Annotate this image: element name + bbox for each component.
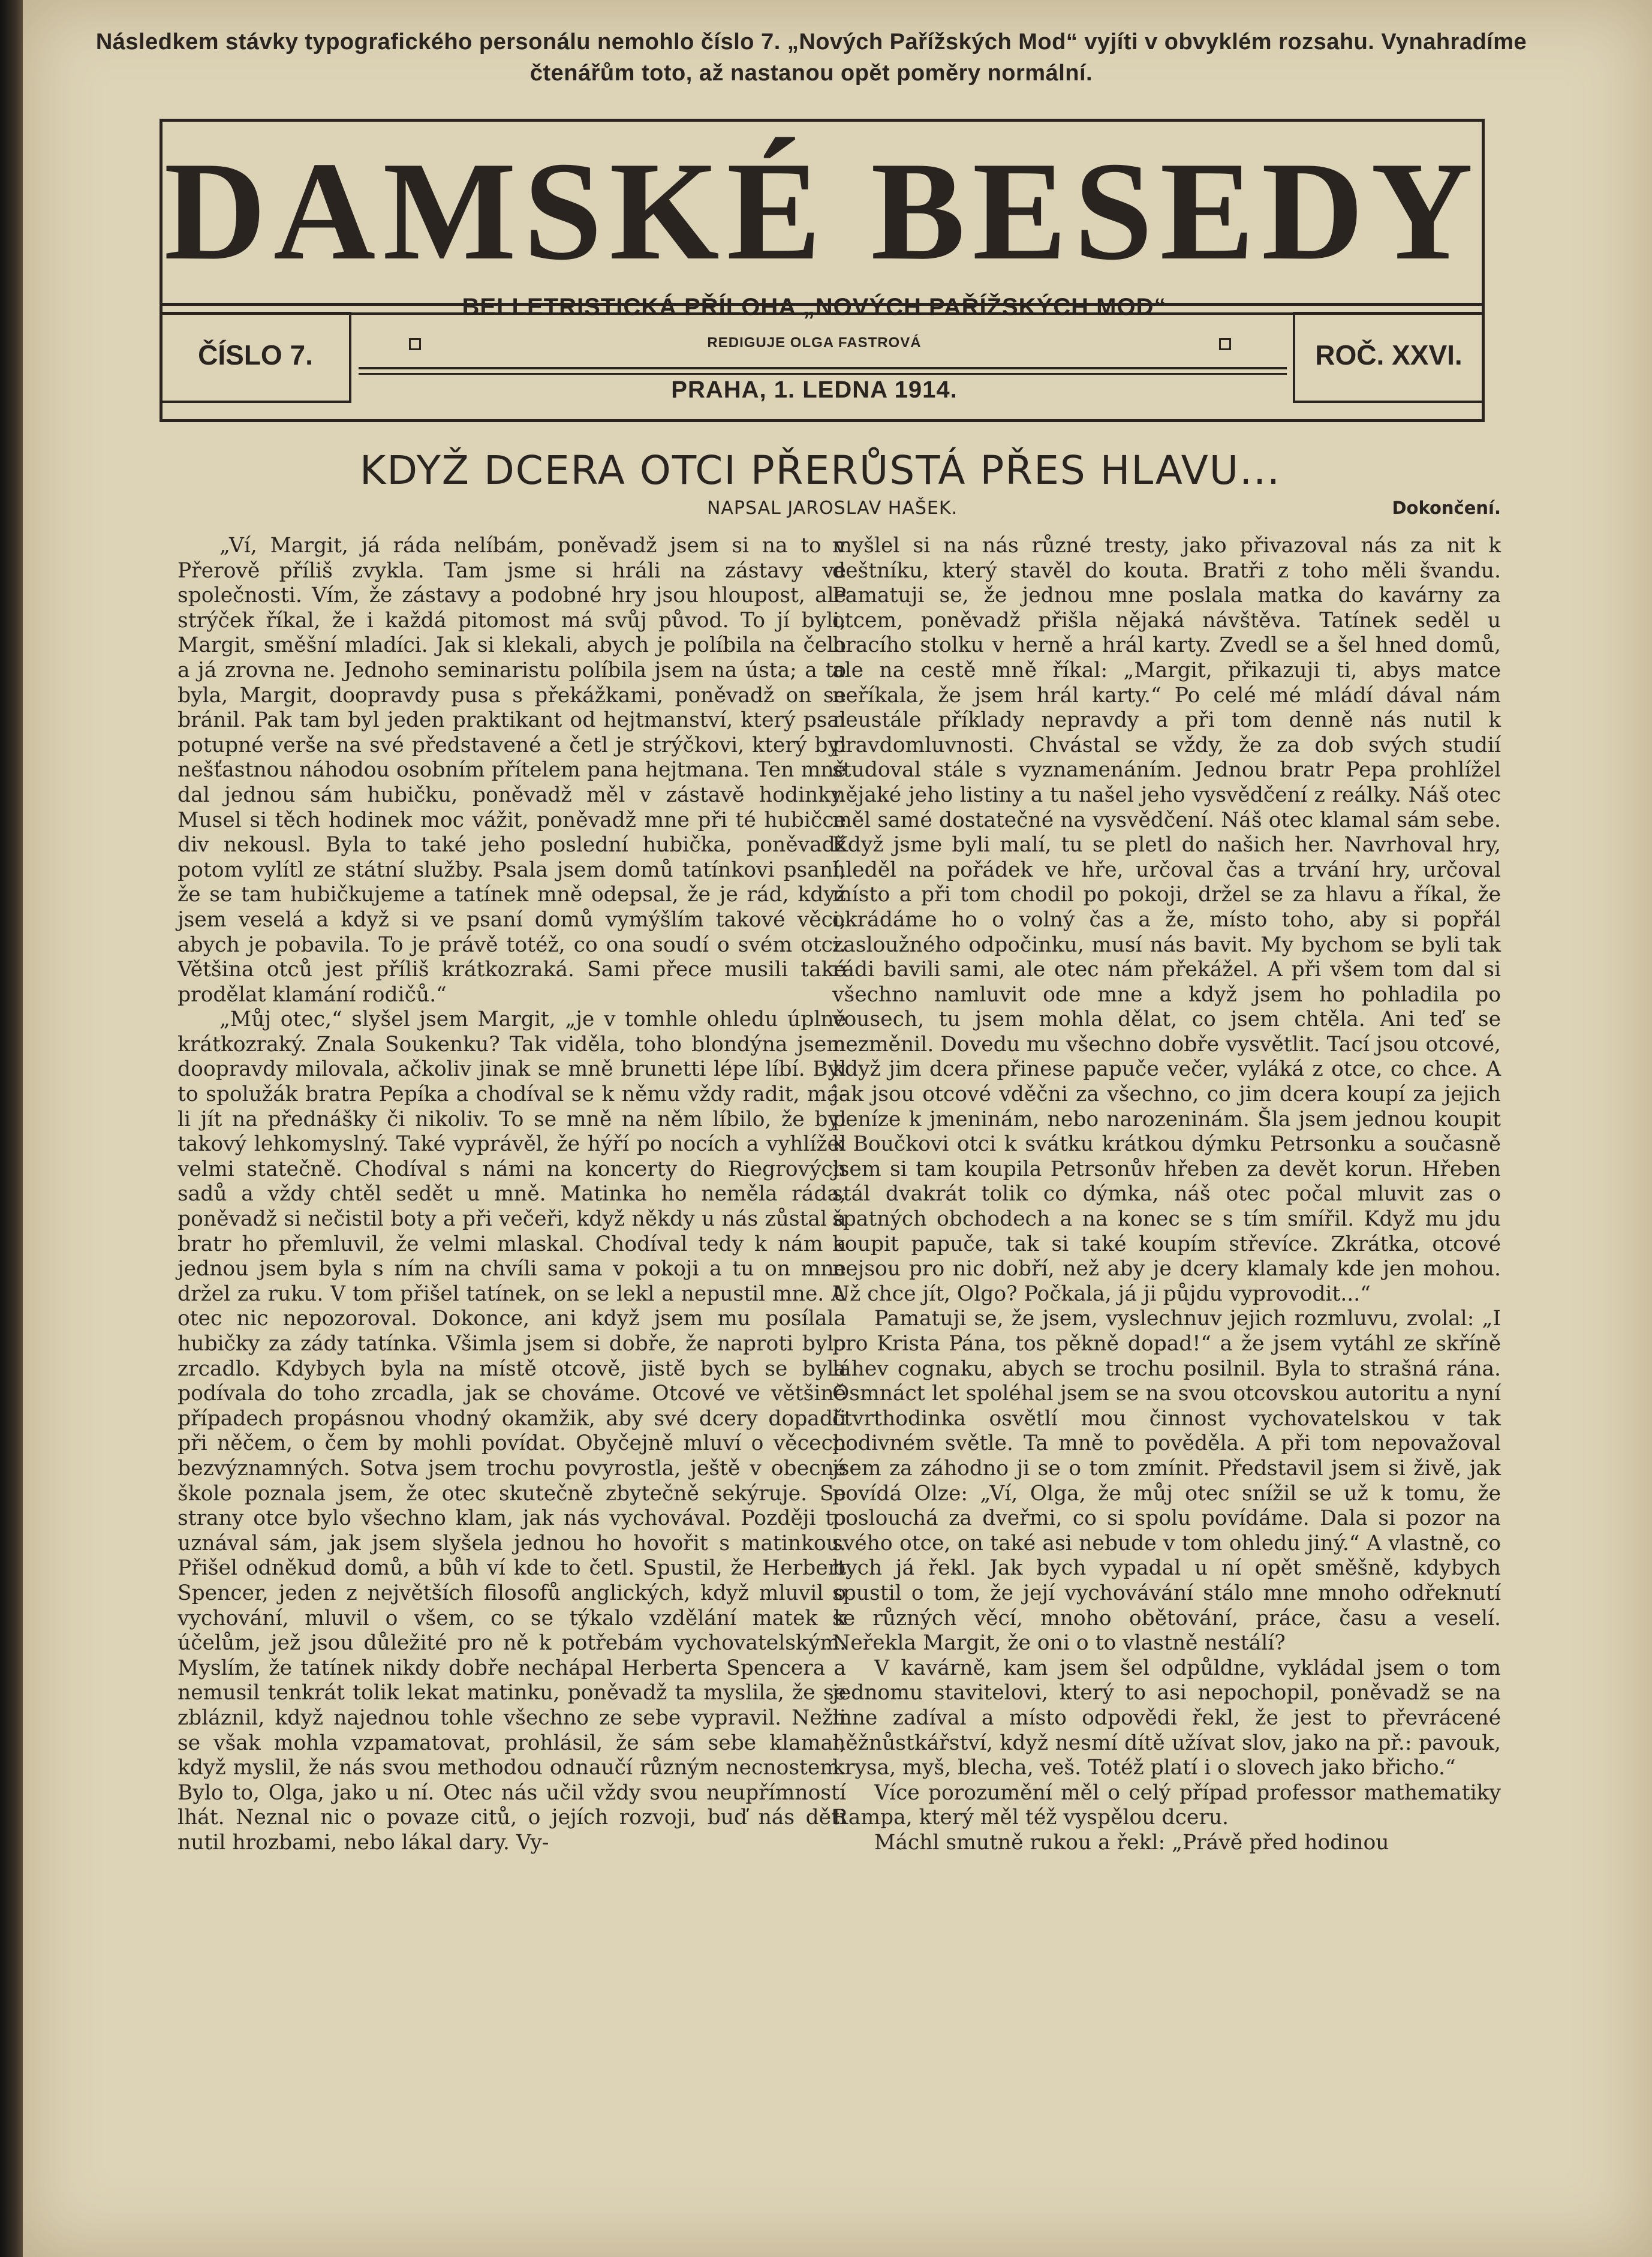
center-band-rule (359, 367, 1287, 369)
editor-line: REDIGUJE OLGA FASTROVÁ (707, 335, 922, 351)
paragraph: myšlel si na nás různé tresty, jako přivazoval nás za nit k deštníku, který stavěl do kouta. Bratři z toho měli švandu. Pamatuji se, že jednou mne poslala matka do kavárny za otcem, poněvadž přišla nějaká návštěva. Tatínek seděl u hracího stolku v herně a hrál karty. Zvedl se a šel hned domů, ale na cestě mně říkal: „Margit, přikazuji ti, abys matce neříkala, že jsem hrál karty.“ Po celé mé mládí dával nám neustále příklady nepravdy a při tom denně nás nutil k pravdomluvnosti. Chvástal se vždy, že za dob svých studií studoval stále s vyznamenáním. Jednou bratr Pepa prohlížel nějaké jeho listiny a tu našel jeho vysvědčení z reálky. Náš otec měl samé dostatečné na vysvědčení. Náš otec klamal sám sebe. Když jsme byli malí, tu se pletl do našich her. Navrhoval hry, hleděl na pořádek ve hře, určoval čas a trvání hry, určoval místo a při tom chodil po pokoji, držel se za hlavu a říkal, že okrádáme ho o volný čas a že, místo toho, aby si popřál zasloužného odpočinku, musí nás bavit. My bychom se byli tak rádi bavili sami, ale otec nám překážel. A při všem tom dal si všechno namluvit ode mne a když jsem ho pohladila po vousech, tu jsem mohla dělat, co jsem chtěla. Ani teď se nezměnil. Dovedu mu všechno dobře vysvětlit. Tací jsou otcové, když jim dcera přinese papuče večer, vyláká z otce, co chce. A jak jsou otcové vděčni za všechno, co jim dcera koupí za jejich peníze k jmeninám, nebo narozeninám. Šla jsem jednou koupit k Boučkovi otci k svátku krátkou dýmku Petrsonku a současně jsem si tam koupila Petrsonův hřeben za devět korun. Hřeben stál dvakrát tolik co dýmka, náš otec počal mluvit zas o špatných obchodech a na konec se s tím smířil. Když mu jdu koupit papuče, tak si také koupím střevíce. Zkrátka, otcové nejsou pro nic dobří, než aby je dcery klamaly kde jen mohou. Už chce jít, Olgo? Počkala, já ji půjdu vyprovodit...“ (832, 534, 1501, 1306)
paragraph: Máchl smutně rukou a řekl: „Právě před hodinou (874, 1830, 1389, 1855)
story-title: KDYŽ DCERA OTCI PŘERŮSTÁ PŘES HLAVU... (359, 447, 1281, 493)
volume-number: ROČ. XXVI. (1315, 339, 1463, 371)
binding-edge (0, 0, 23, 2257)
paragraph: „Ví, Margit, já ráda nelíbám, poněvadž jsem si na to v Přerově příliš zvykla. Tam jsme si hráli na zástavy ve společnosti. Vím, že zástavy a podobné hry jsou hloupost, ale strýček říkal, že i každá pitomost má svůj původ. To jí byli, Margit, směšní mladíci. Jak si klekali, abych je políbila na čelo a já zrovna ne. Jednoho seminaristu políbila jsem na ústa; a to byla, Margit, doopravdy pusa s překážkami, poněvadž on se bránil. Pak tam byl jeden praktikant od hejtmanství, který psal potupné verše na své představené a četl je strýčkovi, který byl nešťastnou náhodou osobním přítelem pana hejtmana. Ten mně dal jednou sám hubičku, poněvadž měl v zástavě hodinky. Musel si těch hodinek moc vážit, poněvadž mne při té hubičce div nekousl. Byla to také jeho poslední hubička, poněvadž potom vylítl ze státní služby. Psala jsem domů tatínkovi psaní, že se tam hubičkujeme a tatínek mně odepsal, že je rád, když jsem veselá a když si ve psaní domů vymýšlím takové věci, abych je pobavila. To je právě totéž, co ona soudí o svém otci. Většina otců jest příliš krátkozraká. Sami přece musili také prodělat klamání rodičů.“ (177, 534, 846, 1007)
right-column (832, 534, 1501, 1855)
paragraph: Pamatuji se, že jsem, vyslechnuv jejich rozmluvu, zvolal: „I pro Krista Pána, tos pěkně dopad!“ a že jsem vytáhl ze skříně láhev cognaku, abych se trochu posilnil. Byla to strašná rána. Osmnáct let spoléhal jsem se na svou otcovskou autoritu a nyní čtvrthodinka osvětlí mou činnost vychovatelskou v tak podivném světle. Ta mně to pověděla. A při tom nepovažoval jsem za záhodno ji se o tom zmínit. Představil jsem si živě, jak povídá Olze: „Ví, Olga, že můj otec snížil se už k tomu, že poslouchá za dveřmi, co si spolu povídáme. Dala si pozor na svého otce, on také asi nebude v tom ohledu jiný.“ A vlastně, co bych já řekl. Jak bych vypadal u ní opět směšně, kdybych spustil o tom, že její vychovávání stálo mne mnoho odřeknutí se různých věcí, mnoho obětování, práce, času a veselí. Neřekla Margit, že oni o to vlastně nestálí? (832, 1307, 1501, 1656)
left-column (177, 534, 846, 1855)
supplement-subtitle: BELLETRISTICKÁ PŘÍLOHA „NOVÝCH PAŘÍŽSKÝCH MOD“ (462, 294, 1167, 320)
ornament-square-right (1219, 338, 1231, 350)
paragraph: „Můj otec,“ slyšel jsem Margit, „je v tomhle ohledu úplně krátkozraký. Znala Soukenku? Tak viděla, toho blondýna jsem doopravdy milovala, ačkoliv jinak se mně brunetti lépe líbí. Byl to spolužák bratra Pepíka a chodíval se k němu vždy radit, má-li jít na přednášky či nikoliv. To se mně na něm líbilo, že byl takový lehkomyslný. Také vyprávěl, že hýří po nocích a vyhlížel velmi statečně. Chodíval s námi na koncerty do Riegrových sadů a vždy chtěl sedět u mně. Matinka ho neměla ráda, poněvadž si nečistil boty a při večeři, když někdy u nás zůstal a bratr ho přemluvil, že velmi mlaskal. Chodíval tedy k nám a jednou jsem byla s ním na chvíli sama v pokoji a tu on mne držel za ruku. V tom přišel tatínek, on se lekl a nepustil mne. A otec nic nepozoroval. Dokonce, ani když jsem mu posílala hubičky za zády tatínka. Všimla jsem si dobře, že naproti bylo zrcadlo. Kdybych byla na místě otcově, jistě bych se byla podívala do toho zrcadla, jak se chováme. Otcové ve většině případech propásnou vhodný okamžik, aby své dcery dopadli při něčem, o čem by mohli povídat. Obyčejně mluví o věcech bezvýznamných. Sotva jsem trochu povyrostla, ještě v obecné škole poznala jsem, že otec skutečně zbytečně sekýruje. Se strany otce bylo všechno klam, jak nás vychovával. Později to uznával sám, jak jsem slyšela jednou ho hovořit s matinkou. Přišel odněkud domů, a bůh ví kde to četl. Spustil, že Herbert Spencer, jeden z největších filosofů anglických, když mluvil o vychování, mluvil o všem, co se týkalo vzdělání matek k účelům, jež jsou důležité pro ně k potřebám vychovatelským. Myslím, že tatínek nikdy dobře nechápal Herberta Spencera a nemusil tenkrát tolik lekat matinku, poněvadž ta myslila, že se zbláznil, když najednou tohle všechno ze sebe vypravil. Nežli se však mohla vzpamatovat, prohlásil, že sám sebe klamal, když myslil, že nás svou methodou odnaučí různým necnostem. Bylo to, Olga, jako u ní. Otec nás učil vždy svou neupřímností lhát. Neznal nic o povaze citů, o jejích rozvoji, buď nás děti nutil hrozbami, nebo lákal dary. Vy- (177, 1007, 846, 1855)
concluded-label: Dokončení. (1392, 498, 1501, 518)
issue-number: ČÍSLO 7. (198, 339, 313, 371)
dateline: PRAHA, 1. LEDNA 1914. (671, 377, 958, 403)
story-author: NAPSAL JAROSLAV HAŠEK. (706, 498, 958, 519)
masthead-title: DAMSKÉ BESEDY (164, 133, 1481, 290)
paragraph: Více porozumění měl o celý případ professor mathematiky Rampa, který měl též vyspělou dceru. (832, 1780, 1501, 1830)
newspaper-page (23, 0, 1652, 2257)
center-band-rule (359, 373, 1287, 375)
strike-notice: Následkem stávky typografického personálu nemohlo číslo 7. „Nových Pařížských Mod“ vyjíti v obvyklém rozsahu. Vynahradíme čtenářům toto, až nastanou opět poměry normální. (95, 29, 1527, 86)
paragraph: V kavárně, kam jsem šel odpůldne, vykládal jsem o tom jednomu stavitelovi, který to asi nepochopil, poněvadž se na mne zadíval a místo odpovědi řekl, že jest to převrácené něžnůstkářství, když nesmí dítě užívat slov, jako na př.: pavouk, krysa, myš, blecha, veš. Totéž platí i o slovech jako břicho.“ (832, 1656, 1501, 1780)
